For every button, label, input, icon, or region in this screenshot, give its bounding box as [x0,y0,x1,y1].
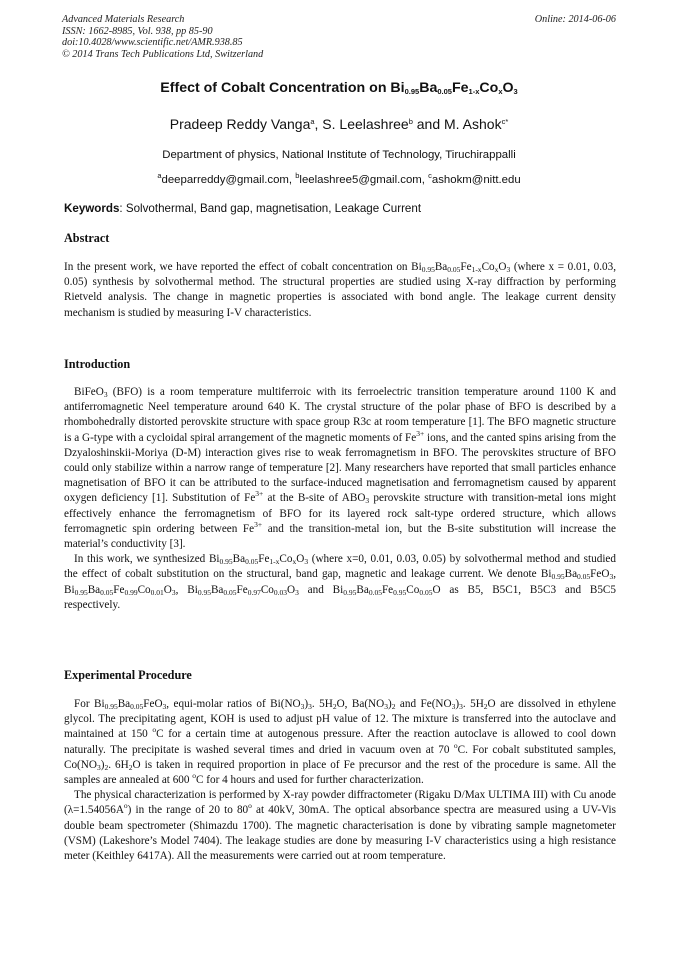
author-2-mark: b [408,117,413,126]
abstract-heading: Abstract [64,231,110,245]
email-3-mark: c [428,171,432,180]
doi-line: doi:10.4028/www.scientific.net/AMR.938.85 [62,37,243,49]
author-list [0,115,678,133]
author-1: Pradeep Reddy Vanga [169,116,311,132]
affiliation: Department of physics, National Institute of Technology, Tiruchirappalli [162,149,516,161]
online-date: Online: 2014-06-06 [534,14,616,25]
email-2[interactable]: leelashree5@gmail.com, [299,174,429,186]
author-3-mark: c* [501,117,509,126]
email-1[interactable]: deeparreddy@gmail.com, [161,174,296,186]
keywords-line [64,202,616,216]
introduction-heading: Introduction [64,357,131,371]
journal-header [62,14,616,60]
copyright-line: © 2014 Trans Tech Publications Ltd, Switzerland [62,48,264,60]
email-3[interactable]: ashokm@nitt.edu [431,174,521,186]
email-list [0,173,678,187]
abstract-body: In the present work, we have reported the effect of cobalt concentration on $Bi_{0.95}Ba_{0.05}Fe_{1-x}Co_xO_3$ (where x = 0.01, 0.03, 0.05) synthesis by solvothermal method. The structural properties are studied using X-ray diffraction by performing Rietveld analysis. The change in magnetic properties is associated with bond angle. The leakage current density mechanism is studied by measuring I-V characteristics. [64,261,616,319]
author-1-mark: a [310,117,315,126]
issn-line: ISSN: 1662-8985, Vol. 938, pp 85-90 [62,25,213,37]
email-1-mark: a [157,171,162,180]
keywords-text: : Solvothermal, Band gap, magnetisation, Leakage Current [119,202,422,215]
introduction-body: BiFeO$_3$ (BFO) is a room temperature multiferroic with its ferroelectric transition temperature around 1100 K and antiferromagnetic Neel temperature around 640 K. The crystal structure of the polar phase of BFO is described by a rhombohedrally distorted perovskite structure with space group R3c at room temperature [1]. The BFO magnetic structure is a G-type with a cycloidal spiral arrangement of the magnetic moments of $Fe^{3+}$ ions, and the canted spins arising from the Dzyaloshinskii-Moriya (D-M) interaction gives rise to weak ferromagnetism in BFO. The perovskites structure of BFO could only stabilize within a narrow range of temperature [2]. Many researchers have reported that small particles enhance magnetisation of BFO it can be attributed to the surface-induced magnetisation and ferromagnetism caused by apparent oxygen deficiency [1]. Substitution of $Fe^{3+}$ at the B-site of $ABO_3$ perovskite structure with transition-metal ions might effectively enhance the ferromagnetism of BFO for its layered rock salt-type ordered structure, which allows ferromagnetic spin ordering between $Fe^{3+}$ and the transition-metal ion, but the B-site substitution will increase the material’s conductivity [3]. In this work, we synthesized $Bi_{0.95}Ba_{0.05}Fe_{1-x}Co_xO_3$ (where x=0, 0.01, 0.03, 0.05) by solvothermal method and studied the effect of cobalt substitution on the structural, band gap, magnetic and leakage current. We denote $Bi_{0.95}Ba_{0.05}FeO_3$, $Bi_{0.95}Ba_{0.05}Fe_{0.99}Co_{0.01}O_3$, $Bi_{0.95}Ba_{0.05}Fe_{0.97}Co_{0.03}O_3$ and $Bi_{0.95}Ba_{0.05}Fe_{0.95}Co_{0.05}O$ as B5, B5C1, B5C3 and B5C5 respectively. [64,386,616,611]
paper-title: Effect of Cobalt Concentration on $Bi_{0.95}Ba_{0.05}Fe_{1-x}Co_xO_3$ [160,80,518,96]
author-3: and M. Ashok [412,116,502,132]
title-text: Effect of Cobalt Concentration on Bi [160,80,405,96]
journal-name: Advanced Materials Research [62,14,185,25]
author-2: , S. Leelashree [314,116,409,132]
keywords-label: Keywords [64,202,120,215]
experimental-body: For $Bi_{0.95}Ba_{0.05}FeO_3$, equi-molar ratios of $Bi(NO_3)_3$. $5H_2O$, $Ba(NO_3)_2$ and $Fe(NO_3)_3$. $5H_2O$ are dissolved in ethylene glycol. The precipitating agent, KOH is used to adjust pH value of 12. The mixture is transferred into the autoclave and maintained at 150 $^o$C for a certain time at autogenous pressure. After the reaction autoclave is allowed to cool down naturally. The precipitate is washed several times and dried in vacuum oven at 70 $^o$C. For cobalt substituted samples, $Co(NO_3)_2$. $6H_2O$ is taken in required proportion in place of Fe precursor and the rest of the procedure is same. All the samples are annealed at 600 $^o$C for 4 hours and used for further characterization. The physical characterization is performed by X-ray powder diffractometer (Rigaku D/Max ULTIMA III) with Cu anode $(\lambda=1.54056A^o)$ in the range of 20 to 80$^o$ at 40kV, 30mA. The optical absorbance spectra are measured using a UV-Vis double beam spectrometer (Shimazdu 1700). The magnetic characterisation is done by vibrating sample magnetometer (VSM) (Lakeshore’s Model 7404). The leakage studies are done by measuring I-V characteristics using a high resistance meter (Keithley 6417A). All the measurements were carried out at room temperature. [64,698,616,863]
experimental-heading: Experimental Procedure [64,668,192,682]
email-2-mark: b [295,171,300,180]
